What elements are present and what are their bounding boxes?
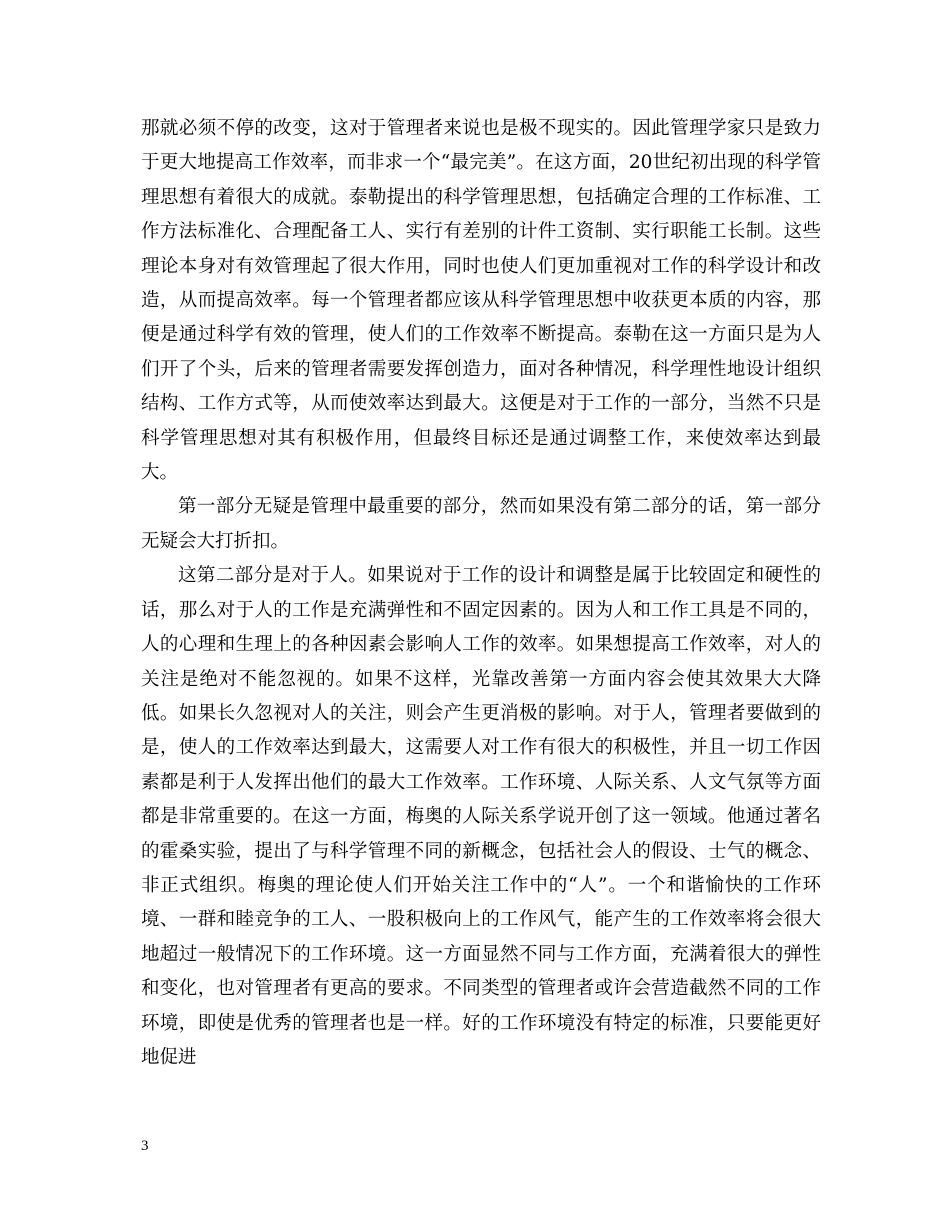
paragraph-scientific-management: 那就必须不停的改变，这对于管理者来说也是极不现实的。因此管理学家只是致力于更大地提高工作效率，而非求一个“最完美”。在这方面，20世纪初出现的科学管理思想有着很大的成就。泰勒提出的科学管理思想，包括确定合理的工作标准、工作方法标准化、合理配备工人、实行有差别的计件工资制、实行职能工长制。这些理论本身对有效管理起了很大作用，同时也使人们更加重视对工作的科学设计和改造，从而提高效率。每一个管理者都应该从科学管理思想中收获更本质的内容，那便是通过科学有效的管理，使人们的工作效率不断提高。泰勒在这一方面只是为人们开了个头，后来的管理者需要发挥创造力，面对各种情况，科学理性地设计组织结构、工作方式等，从而使效率达到最大。这便是对于工作的一部分，当然不只是科学管理思想对其有积极作用，但最终目标还是通过调整工作，来使效率达到最大。	[141, 118, 821, 484]
paragraph-first-part: 第一部分无疑是管理中最重要的部分，然而如果没有第二部分的话，第一部分无疑会大打折扣。	[141, 496, 821, 552]
document-body	[141, 112, 821, 1075]
page-number: 3	[141, 1138, 149, 1154]
paragraph-second-part-people: 这第二部分是对于人。如果说对于工作的设计和调整是属于比较固定和硬性的话，那么对于人的工作是充满弹性和不固定因素的。因为人和工作工具是不同的，人的心理和生理上的各种因素会影响人工作的效率。如果想提高工作效率，对人的关注是绝对不能忽视的。如果不这样，光靠改善第一方面内容会使其效果大大降低。如果长久忽视对人的关注，则会产生更消极的影响。对于人，管理者要做到的是，使人的工作效率达到最大，这需要人对工作有很大的积极性，并且一切工作因素都是利于人发挥出他们的最大工作效率。工作环境、人际关系、人文气氛等方面都是非常重要的。在这一方面，梅奥的人际关系学说开创了这一领域。他通过著名的霍桑实验，提出了与科学管理不同的新概念，包括社会人的假设、士气的概念、非正式组织。梅奥的理论使人们开始关注工作中的“人”。一个和谐愉快的工作环境、一群和睦竞争的工人、一股积极向上的工作风气，能产生的工作效率将会很大地超过一般情况下的工作环境。这一方面显然不同与工作方面，充满着很大的弹性和变化，也对管理者有更高的要求。不同类型的管理者或许会营造截然不同的工作环境，即使是优秀的管理者也是一样。好的工作环境没有特定的标准，只要能更好地促进	[141, 565, 821, 1068]
